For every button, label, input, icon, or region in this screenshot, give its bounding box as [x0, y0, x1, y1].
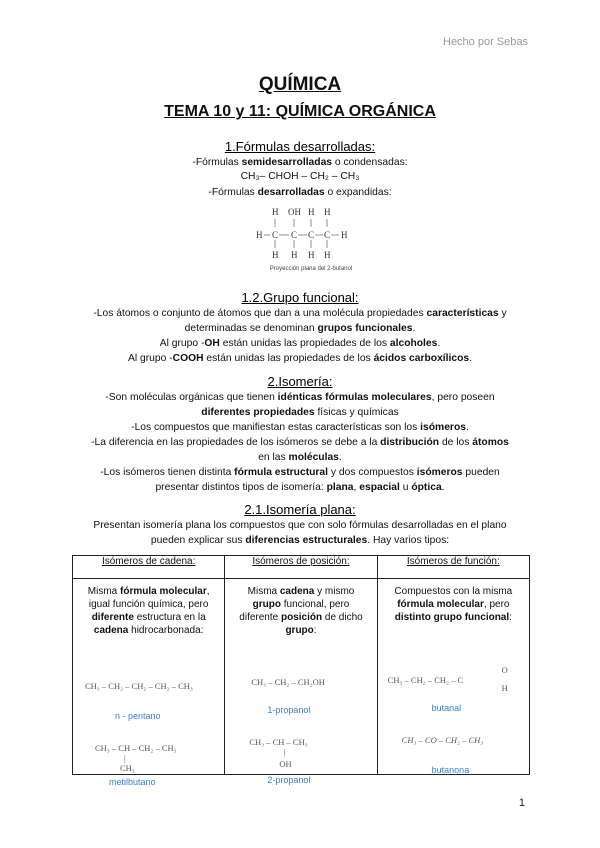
- section-heading-grupo-funcional: 1.2.Grupo funcional:: [241, 290, 359, 305]
- section-heading-isomeria-plana: 2.1.Isomería plana:: [244, 502, 356, 517]
- author-label: Hecho por Sebas: [443, 36, 528, 48]
- cell-description: Compuestos con la misma fórmula molecular, pero distinto grupo funcional:: [394, 586, 513, 623]
- svg-text:H: H: [272, 207, 279, 217]
- page-number: 1: [518, 797, 525, 809]
- top-atoms: [272, 207, 331, 217]
- text-line: Presentan isomería plana los compuestos que con solo fórmulas desarrolladas en el plano: [93, 520, 507, 531]
- svg-text:C: C: [324, 230, 331, 240]
- section-formulas-text: [60, 155, 540, 170]
- table-header-row: [73, 556, 530, 579]
- name-butanal: butanal: [431, 703, 462, 713]
- formula-1-propanol: CH₃ – CH₂ – CH₂OH: [251, 677, 325, 687]
- cell-funcion: [377, 579, 529, 775]
- svg-text:H: H: [308, 207, 315, 217]
- structural-formula-2-butanol: [252, 205, 362, 265]
- bond-line: |: [283, 747, 286, 757]
- formula-butanal-oxygen: O: [501, 665, 508, 675]
- formula-butanona: CH₃ – CO – CH₂ – CH₃: [401, 735, 484, 745]
- svg-text:H: H: [324, 250, 331, 260]
- section-heading-isomeria: 2.Isomería:: [267, 374, 333, 389]
- section-isomeria-plana-text: [40, 518, 560, 548]
- text-line: -Son moléculas orgánicas que tienen idénticas fórmulas moleculares, pero poseen: [105, 392, 495, 403]
- bottom-atoms: [272, 250, 331, 260]
- formula-metilbutano-branch: CH₃: [120, 763, 135, 773]
- section-grupo-funcional-text: [60, 306, 540, 366]
- page-subtitle: TEMA 10 y 11: QUÍMICA ORGÁNICA: [164, 103, 436, 120]
- text-line: Al grupo -COOH están unidas las propiedades de los ácidos carboxílicos.: [127, 353, 473, 364]
- svg-text:H: H: [308, 250, 315, 260]
- formula-metilbutano: CH₃ – CH – CH₂ – CH₃: [95, 743, 177, 753]
- text-line: -Fórmulas desarrolladas o expandidas:: [208, 187, 392, 198]
- header-cadena: Isómeros de cadena:: [73, 556, 225, 579]
- structure-caption: Proyección plana del 2-butanol: [269, 266, 353, 272]
- text-line: Al grupo -OH están unidas las propiedades de los alcoholes.: [159, 338, 441, 349]
- text-line: -Los compuestos que manifiestan estas características son los isómeros.: [131, 422, 469, 433]
- isomer-types-table: [72, 555, 530, 787]
- formula-butanal-hydrogen: H: [501, 683, 508, 693]
- text-line: presentar distintos tipos de isomería: plana, espacial u óptica.: [155, 482, 445, 493]
- section-formulas-text-2: [60, 185, 540, 200]
- formula-butanal: CH₃ – CH₂ – CH₂ – C: [387, 675, 464, 685]
- table-row: [73, 579, 530, 775]
- name-n-pentano: n - pentano: [115, 711, 161, 721]
- cell-cadena: [73, 579, 225, 787]
- formula-2-propanol-branch: OH: [279, 759, 292, 769]
- svg-text:C: C: [308, 230, 315, 240]
- name-metilbutano: metilbutano: [109, 777, 156, 787]
- text-line: -Los átomos o conjunto de átomos que dan a una molécula propiedades características y: [93, 308, 507, 319]
- cell-posicion: [225, 579, 377, 785]
- svg-text:H: H: [324, 207, 331, 217]
- section-heading-formulas: 1.Fórmulas desarrolladas:: [224, 139, 376, 154]
- condensed-formula: CH₃– CHOH – CH₂ – CH₃: [240, 171, 360, 182]
- bond-line: |: [124, 753, 126, 763]
- name-butanona: butanona: [431, 765, 470, 775]
- text-line: en las moléculas.: [258, 452, 342, 463]
- section-isomeria-text: [60, 390, 540, 495]
- svg-text:H: H: [341, 230, 348, 240]
- text-line: -La diferencia en las propiedades de los isómeros se debe a la distribución de los átomos: [91, 437, 509, 448]
- text-line: -Fórmulas semidesarrolladas o condensadas:: [192, 157, 408, 168]
- formula-n-pentano: CH₃ – CH₂ – CH₂ – CH₂ – CH₃: [85, 681, 193, 691]
- name-2-propanol: 2-propanol: [267, 775, 311, 785]
- text-line: determinadas se denominan grupos funcionales.: [184, 323, 416, 334]
- svg-text:C: C: [272, 230, 279, 240]
- cell-description: Misma cadena y mismo grupo funcional, pero diferente posición de dicho grupo:: [239, 586, 363, 636]
- svg-text:C: C: [291, 230, 298, 240]
- svg-text:H: H: [256, 230, 263, 240]
- text-line: -Los isómeros tienen distinta fórmula estructural y dos compuestos isómeros pueden: [100, 467, 500, 478]
- text-line: diferentes propiedades físicas y químicas: [201, 407, 399, 418]
- cell-description: Misma fórmula molecular, igual función química, pero diferente estructura en la cadena hidrocarbonada:: [87, 586, 210, 636]
- svg-text:OH: OH: [288, 207, 301, 217]
- page-title: QUÍMICA: [258, 74, 342, 95]
- formula-2-propanol: CH₃ – CH – CH₃: [249, 737, 308, 747]
- header-funcion: Isómeros de función:: [377, 556, 529, 579]
- svg-text:H: H: [291, 250, 298, 260]
- text-line: pueden explicar sus diferencias estructurales. Hay varios tipos:: [150, 535, 450, 546]
- svg-text:H: H: [272, 250, 279, 260]
- name-1-propanol: 1-propanol: [267, 705, 311, 715]
- header-posicion: Isómeros de posición:: [225, 556, 377, 579]
